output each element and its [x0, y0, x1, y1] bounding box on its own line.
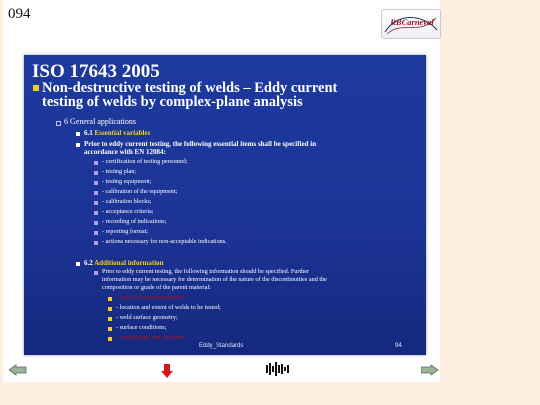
list-bullet-icon: [94, 211, 98, 215]
list-item: - reporting format;: [102, 228, 149, 235]
right-panel: [440, 0, 540, 382]
sub1-intro-line-1: Prior to eddy current testing, the following essential items shall be specified in: [84, 140, 317, 148]
list-bullet-icon: [94, 181, 98, 185]
slide-footer-number: 94: [395, 343, 402, 349]
list-item-highlighted: - type of the parent material: [116, 294, 185, 301]
subsection-6-2: [84, 259, 164, 267]
subsection-bullet-icon: [76, 132, 80, 136]
list-bullet-icon: [108, 307, 112, 311]
list-item: - recording of indications;: [102, 218, 167, 225]
list-bullet-icon: [108, 327, 112, 331]
list-item: - calibration blocks;: [102, 198, 152, 205]
list-item: - certification of testing personnel;: [102, 158, 188, 165]
list-bullet-icon: [94, 171, 98, 175]
sub2-intro-line-3: composition or grade of the parent material:: [102, 284, 211, 291]
section-heading: 6 General applications: [64, 117, 136, 126]
list-bullet-icon: [94, 221, 98, 225]
list-bullet-icon: [94, 231, 98, 235]
slide-title: ISO 17643 2005: [32, 61, 160, 82]
list-item: - testing plan;: [102, 168, 137, 175]
subsection-6-2-number: 6.2: [84, 259, 93, 267]
intro-bullet-icon: [76, 143, 80, 147]
list-bullet-icon: [108, 337, 112, 341]
list-item: - location and extent of welds to be tested;: [116, 304, 221, 311]
slide: [24, 55, 426, 355]
list-bullet-icon: [94, 161, 98, 165]
slide-heading: [42, 81, 412, 109]
section-bullet-icon: [56, 121, 61, 126]
list-bullet-icon: [108, 317, 112, 321]
next-page-arrow-icon[interactable]: [421, 364, 439, 376]
list-item: - surface conditions;: [116, 324, 167, 331]
audio-waveform-icon[interactable]: [265, 362, 291, 376]
sub2-intro-line-2: information may be necessary for determination of the nature of the discontinuities and the: [102, 276, 327, 283]
slide-footer-title: Eddy_Standards: [199, 343, 244, 349]
sub2-intro-line-1: Prior to eddy current testing, the following information should be specified. Further: [102, 268, 310, 275]
heading-line-2: testing of welds by complex-plane analysis: [42, 94, 303, 110]
heading-bullet-icon: [33, 85, 39, 91]
logo: [381, 9, 441, 39]
subsection-6-1-title: Essential variables: [94, 129, 151, 137]
heading-line-1: Non-destructive testing of welds – Eddy current: [42, 80, 338, 96]
list-bullet-icon: [94, 191, 98, 195]
subsection-bullet-icon: [76, 262, 80, 266]
page-number: 094: [8, 6, 31, 22]
down-arrow-icon[interactable]: [161, 364, 173, 378]
list-item: - acceptance criteria;: [102, 208, 154, 215]
intro-bullet-icon: [94, 271, 98, 275]
list-item-highlighted: - coating type and thickness.: [116, 334, 187, 341]
list-bullet-icon: [94, 241, 98, 245]
list-bullet-icon: [108, 297, 112, 301]
prev-page-arrow-icon[interactable]: [9, 364, 27, 376]
list-item: - calibration of the equipment;: [102, 188, 178, 195]
list-bullet-icon: [94, 201, 98, 205]
logo-text: RBCarneval: [390, 17, 434, 27]
subsection-6-1: [84, 129, 150, 137]
list-item: - weld surface geometry;: [116, 314, 178, 321]
list-item: - actions necessary for non-acceptable indications.: [102, 238, 227, 245]
subsection-6-1-number: 6.1: [84, 129, 93, 137]
list-item: - testing equipment;: [102, 178, 152, 185]
sub1-intro-line-2: accordance with EN 12084:: [84, 148, 166, 156]
subsection-6-2-title: Additional information: [94, 259, 164, 267]
document-viewer: [3, 0, 440, 382]
